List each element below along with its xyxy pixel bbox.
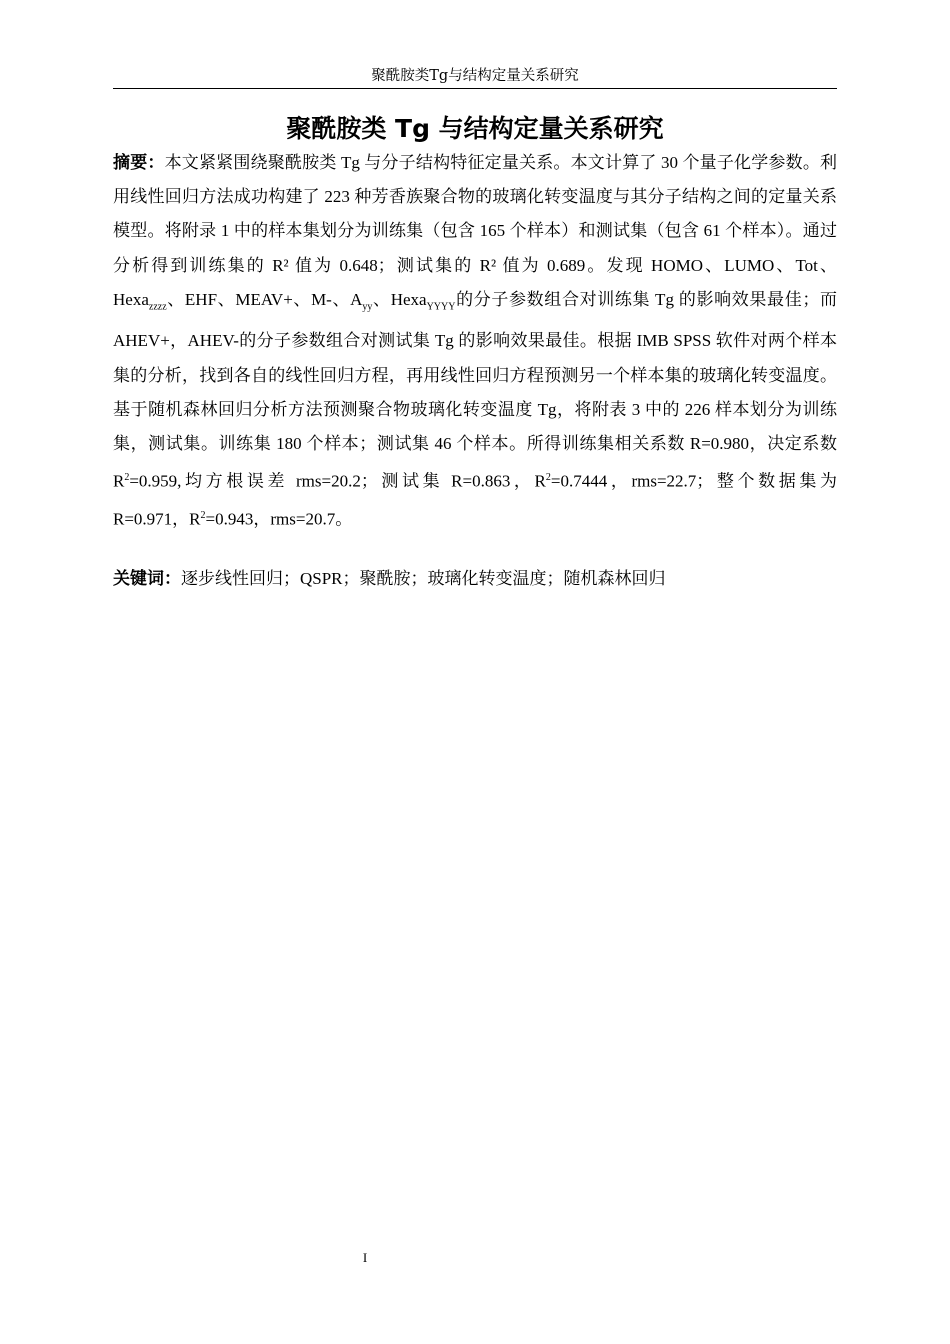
subscript-yyyy: YYYY: [426, 301, 456, 313]
keywords: [113, 566, 837, 592]
abstract-text-5: =0.959,均方根误差 rms=20.2；测试集 R=0.863，R: [129, 471, 546, 491]
keywords-text: 逐步线性回归；QSPR；聚酰胺；玻璃化转变温度；随机森林回归: [181, 569, 666, 588]
abstract-text-1: 本文紧紧围绕聚酰胺类 Tg 与分子结构特征定量关系。本文计算了 30 个量子化学参数。利用线性回归方法成功构建了 223 种芳香族聚合物的玻璃化转变温度与其分子结构之间的定量关系模型。将附录 1 中的样本集划分为训练集（包含 165 个样本）和测试集（包含 61 个样本）。通过分析得到训练集的 R² 值为 0.648；测试集的 R² 值为 0.689。发现 HOMO、LUMO、Tot、Hexa: [113, 153, 838, 309]
superscript-2-a: 2: [124, 472, 130, 484]
superscript-2-c: 2: [200, 510, 206, 522]
abstract-text-7: =0.943，rms=20.7。: [205, 509, 353, 529]
subscript-yy: yy: [362, 301, 373, 313]
abstract-label: 摘要：: [113, 153, 165, 173]
keywords-label: 关键词：: [113, 569, 181, 589]
abstract-text-3: 、Hexa: [372, 289, 427, 309]
abstract-text-2: 、EHF、MEAV+、M-、A: [166, 289, 363, 309]
subscript-zzzz: zzzz: [148, 301, 167, 313]
paper-title: 聚酰胺类 Tg 与结构定量关系研究: [286, 114, 664, 143]
abstract-text-6: =0.7444，rms=22.7；整个数据集为 R=0.971，R: [113, 471, 837, 529]
abstract-text-4: 的分子参数组合对训练集 Tg 的影响效果最佳；而 AHEV+，AHEV-的分子参数组合对测试集 Tg 的影响效果最佳。根据 IMB SPSS 软件对两个样本集的分析，找到各自的线性回归方程，再用线性回归方程预测另一个样本集的玻璃化转变温度。基于随机森林回归分析方法预测聚合物玻璃化转变温度 Tg，将附表 3 中的 226 样本划分为训练集，测试集。训练集 180 个样本；测试集 46 个样本。所得训练集相关系数 R=0.980，决定系数 R: [113, 289, 837, 491]
running-header: [113, 66, 837, 89]
page-number: I: [362, 1250, 368, 1265]
running-header-title: 聚酰胺类Tg与结构定量关系研究: [371, 68, 579, 84]
abstract: [113, 146, 837, 537]
superscript-2-b: 2: [545, 472, 551, 484]
